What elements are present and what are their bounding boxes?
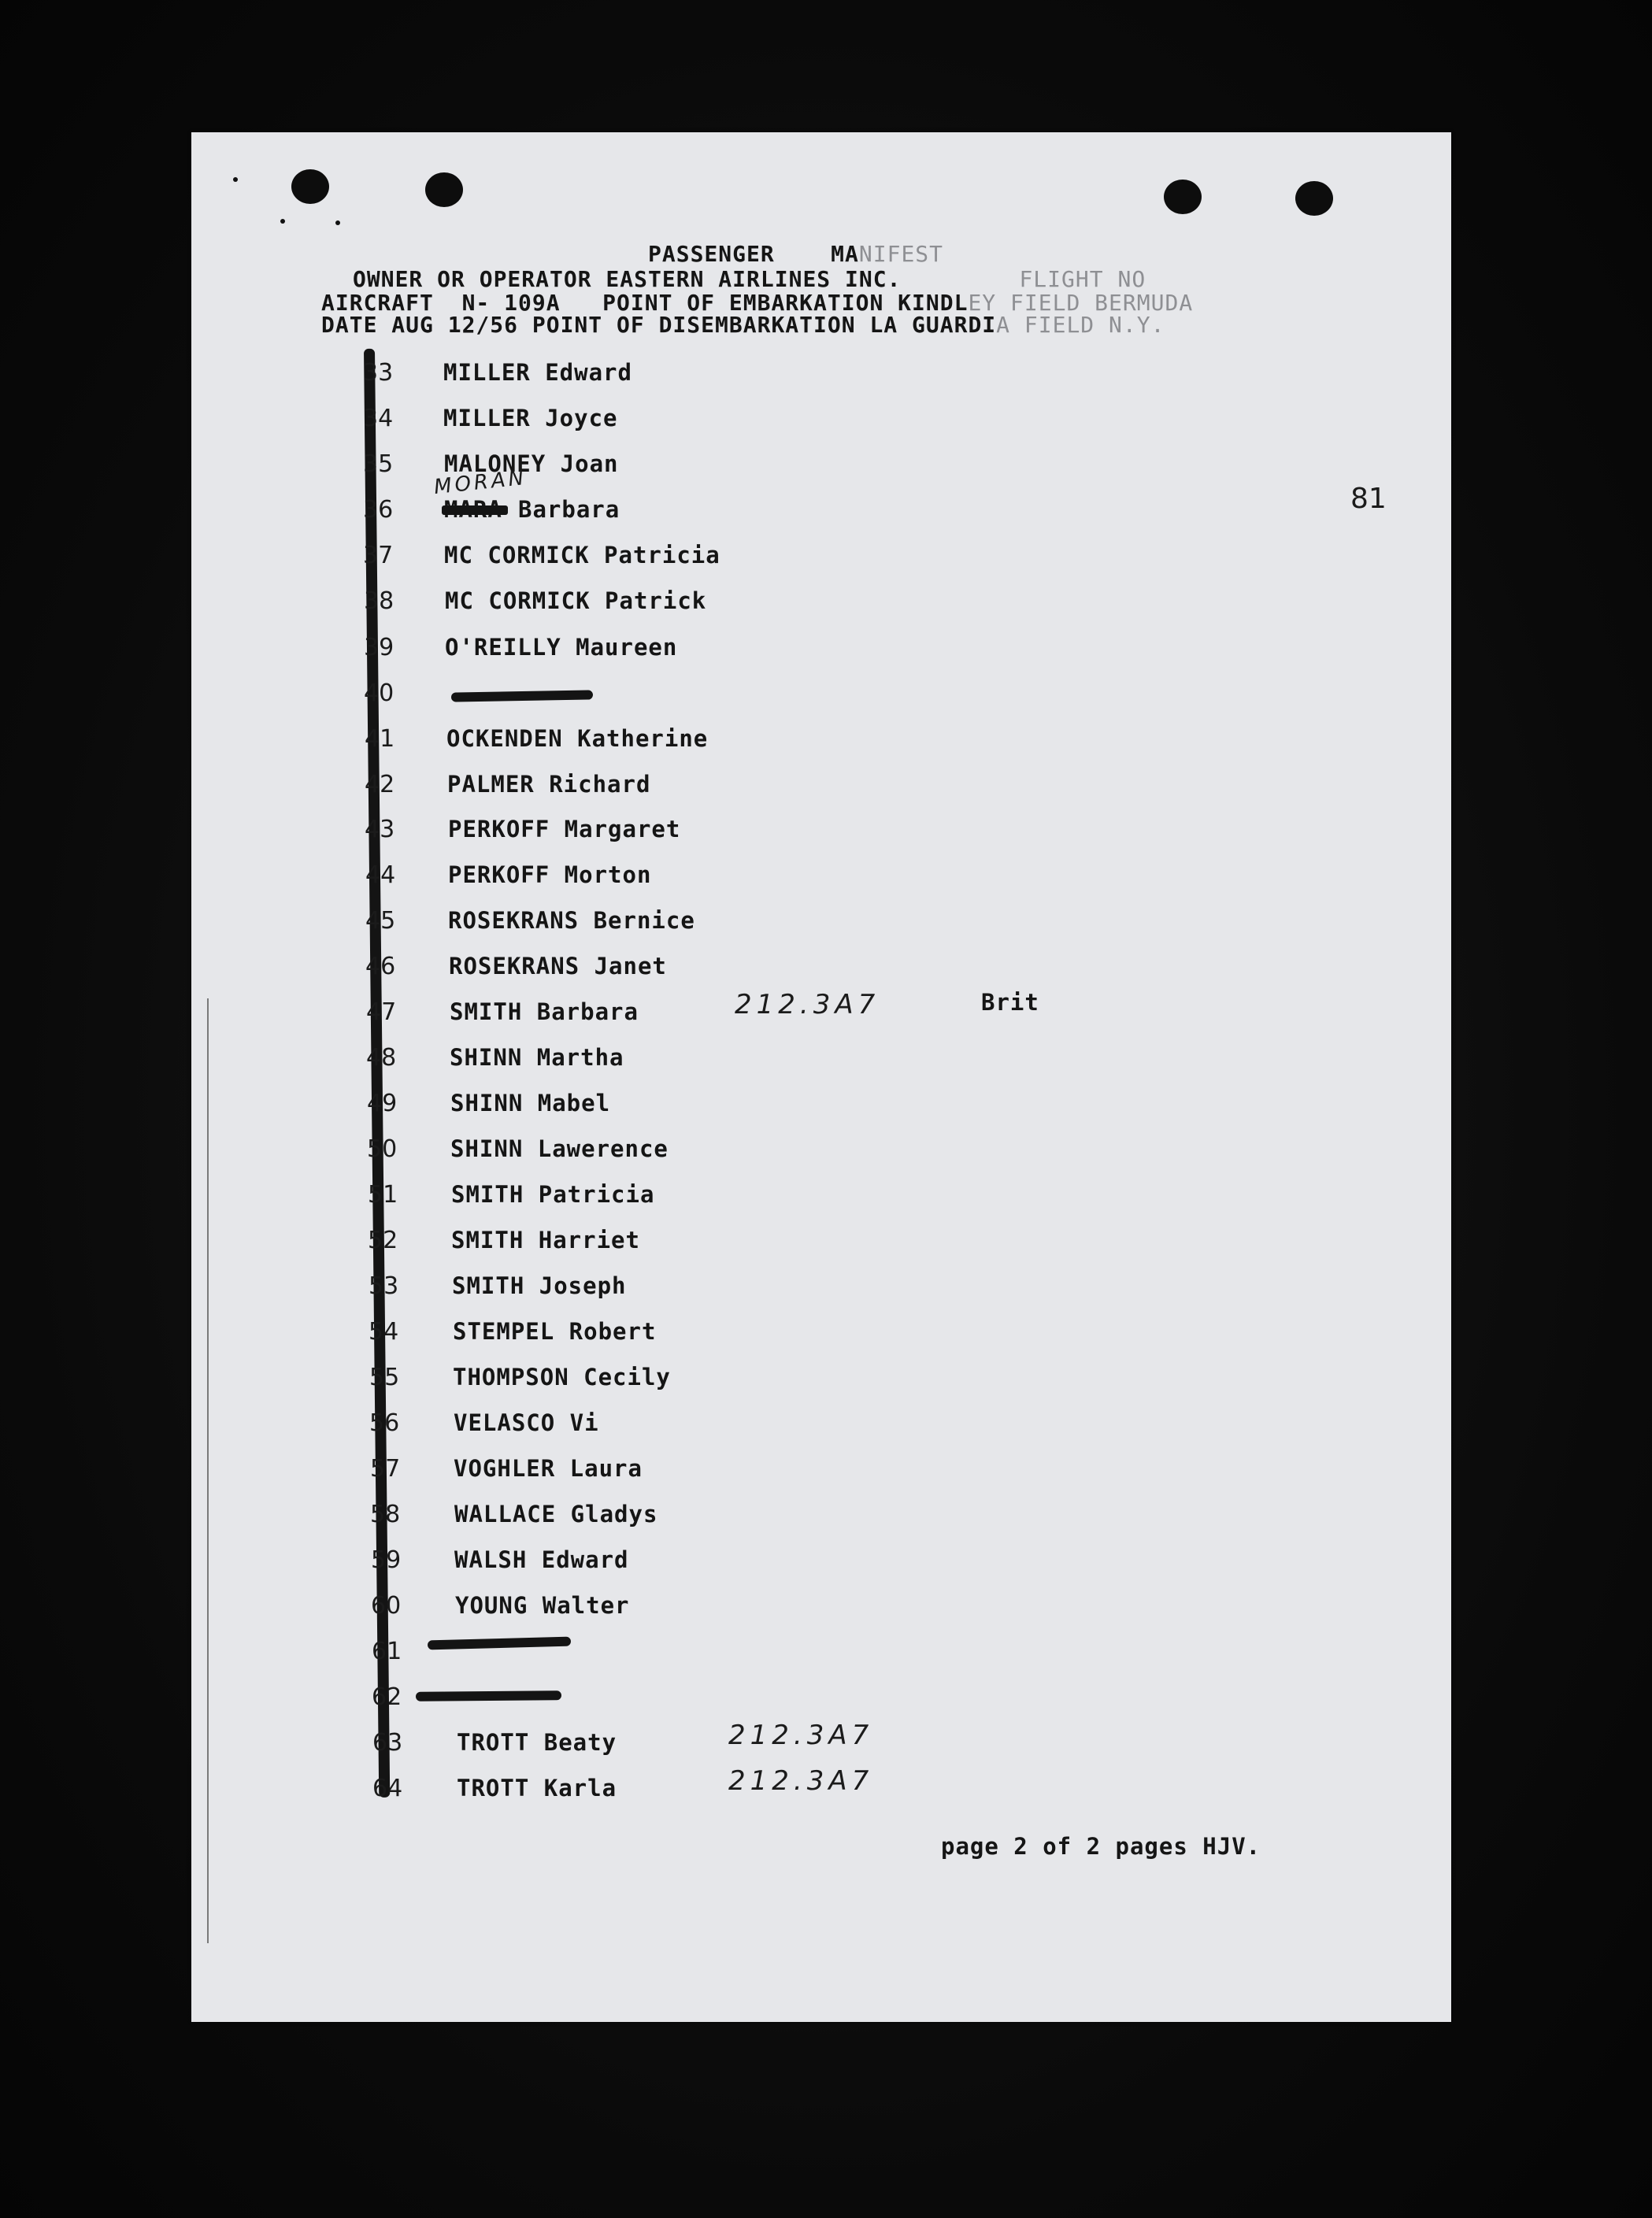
row-strike-line (416, 1690, 561, 1701)
strikeout-mark (442, 505, 508, 515)
row-number: 59 (371, 1546, 402, 1574)
header-owner: OWNER OR OPERATOR EASTERN AIRLINES INC. FLIGHT NO (353, 266, 1146, 292)
row-strike-line (451, 690, 593, 702)
margin-rule (207, 998, 209, 1943)
row-number: 37 (363, 542, 394, 569)
passenger-name: MC CORMICK Patricia (444, 542, 720, 568)
passenger-name: MILLER Joyce (443, 405, 618, 431)
row-number: 33 (363, 359, 394, 387)
row-number: 62 (372, 1683, 402, 1711)
row-number: 51 (368, 1181, 398, 1209)
passenger-name: SMITH Harriet (451, 1227, 640, 1253)
passenger-name: SHINN Mabel (450, 1090, 611, 1116)
passenger-name: MILLER Edward (443, 359, 632, 386)
row-number: 49 (367, 1090, 398, 1117)
row-number: 42 (365, 771, 395, 798)
handwritten-code: 212.3A7 (728, 1765, 874, 1797)
page-footer: page 2 of 2 pages HJV. (941, 1833, 1261, 1860)
handwritten-correction: MORAN (432, 465, 528, 500)
row-number: 64 (372, 1775, 403, 1802)
row-number: 58 (370, 1501, 401, 1528)
passenger-name: SHINN Lawerence (450, 1135, 669, 1162)
passenger-name: TROTT Beaty (457, 1729, 617, 1756)
manifest-page (191, 132, 1451, 2022)
handwritten-code: 212.3A7 (735, 989, 880, 1020)
header-date: DATE AUG 12/56 POINT OF DISEMBARKATION LA GUARDIA FIELD N.Y. (321, 312, 1165, 338)
ink-speck (335, 220, 340, 225)
row-number: 36 (363, 496, 394, 524)
passenger-name: ROSEKRANS Janet (449, 953, 667, 979)
row-number: 57 (370, 1455, 401, 1483)
passenger-name: YOUNG Walter (455, 1592, 630, 1619)
row-number: 54 (369, 1318, 399, 1346)
row-number: 45 (365, 907, 396, 935)
row-number: 41 (365, 725, 395, 753)
passenger-name: ROSEKRANS Bernice (448, 907, 695, 934)
punch-hole (1164, 180, 1202, 214)
nationality-note: Brit (981, 989, 1039, 1016)
punch-hole (1295, 181, 1333, 216)
passenger-name: TROTT Karla (457, 1775, 617, 1801)
passenger-name: PALMER Richard (447, 771, 651, 798)
passenger-name: OCKENDEN Katherine (446, 725, 709, 752)
passenger-name: WALLACE Gladys (454, 1501, 658, 1527)
ink-speck (280, 219, 285, 224)
page-number: 81 (1350, 483, 1387, 515)
row-strike-line (428, 1637, 571, 1650)
row-number: 53 (369, 1272, 399, 1300)
passenger-name: SMITH Joseph (452, 1272, 627, 1299)
row-number: 56 (369, 1409, 400, 1437)
row-number: 40 (364, 679, 394, 707)
passenger-name: VELASCO Vi (454, 1409, 599, 1436)
passenger-name: PERKOFF Margaret (448, 816, 681, 842)
row-number: 35 (363, 450, 394, 478)
row-number: 55 (369, 1364, 400, 1391)
row-number: 47 (366, 998, 397, 1026)
row-number: 60 (371, 1592, 402, 1620)
passenger-name: O'REILLY Maureen (445, 634, 678, 661)
punch-hole (291, 169, 329, 204)
row-number: 34 (363, 405, 394, 432)
passenger-name: SHINN Martha (450, 1044, 624, 1071)
passenger-name: WALSH Edward (454, 1546, 629, 1573)
passenger-name: Barbara (518, 496, 620, 523)
row-number: 39 (364, 634, 394, 661)
row-number: 50 (367, 1135, 398, 1163)
row-number: 44 (365, 861, 396, 889)
passenger-name: STEMPEL Robert (453, 1318, 657, 1345)
row-number: 46 (365, 953, 396, 980)
row-number: 38 (364, 587, 394, 615)
passenger-name: PERKOFF Morton (448, 861, 652, 888)
passenger-name: MC CORMICK Patrick (445, 587, 707, 614)
passenger-name: MALONEY Joan (444, 450, 619, 477)
ink-speck (233, 177, 238, 182)
row-number: 52 (368, 1227, 398, 1254)
row-number: 61 (372, 1638, 402, 1665)
handwritten-code: 212.3A7 (728, 1720, 874, 1751)
passenger-name: SMITH Barbara (450, 998, 639, 1025)
row-number: 43 (365, 816, 395, 843)
header-aircraft: AIRCRAFT N- 109A POINT OF EMBARKATION KINDLEY FIELD BERMUDA (321, 290, 1194, 316)
header-title: PASSENGER MANIFEST (648, 241, 944, 267)
passenger-name: VOGHLER Laura (454, 1455, 643, 1482)
passenger-name: SMITH Patricia (451, 1181, 655, 1208)
row-number: 48 (366, 1044, 397, 1072)
row-number: 63 (372, 1729, 403, 1757)
punch-hole (425, 172, 463, 207)
passenger-name: THOMPSON Cecily (453, 1364, 671, 1390)
